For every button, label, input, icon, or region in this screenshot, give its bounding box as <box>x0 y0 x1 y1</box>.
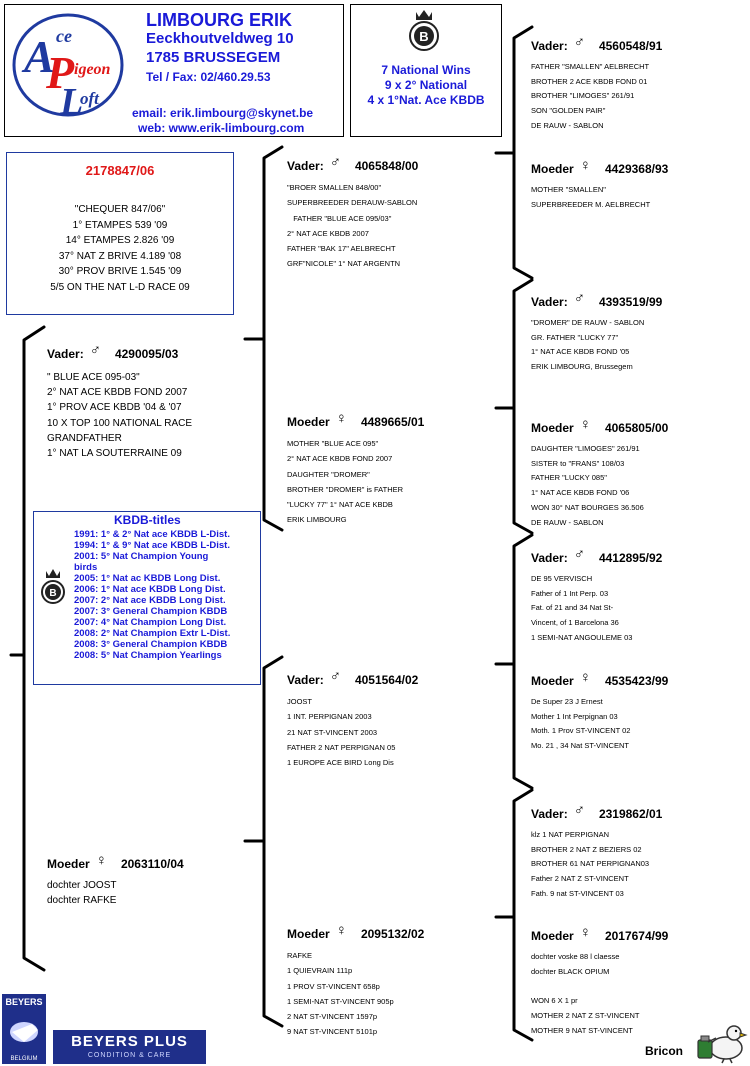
g3-line: Mother 1 Int Perpignan 03 <box>531 711 618 721</box>
g2-ring: 4051564/02 <box>354 673 419 687</box>
breeder-website-link[interactable]: web: www.erik-limbourg.com <box>138 121 305 135</box>
breeder-street: Eeckhoutveldweg 10 <box>146 30 294 47</box>
sire-label: Vader: <box>531 807 568 821</box>
dam-label: Moeder <box>287 927 330 941</box>
g1-sire-line: 2° NAT ACE KBDB FOND 2007 <box>47 387 188 399</box>
female-symbol-icon: ♀ <box>335 922 347 939</box>
g3-header <box>531 34 663 54</box>
title-item: 2007: 3° General Champion KBDB <box>74 606 228 617</box>
g3-ring: 4560548/91 <box>598 39 663 53</box>
g1-dam-entry <box>47 852 184 908</box>
g3-line: WON 6 X 1 pr <box>531 996 578 1006</box>
sire-label: Vader: <box>287 159 324 173</box>
g3-header <box>531 669 669 689</box>
g3-line: DAUGHTER "LIMOGES" 261/91 <box>531 444 640 453</box>
g3-entry-7 <box>531 802 663 902</box>
g3-entry-2 <box>531 157 669 212</box>
title-item: 2008: 5° Nat Champion Yearlings <box>74 650 222 661</box>
title-item: 2008: 2° Nat Champion Extr L-Dist. <box>74 628 231 639</box>
bricon-label: Bricon <box>645 1044 684 1058</box>
g3-line: klz 1 NAT PERPIGNAN <box>531 830 610 839</box>
pigeon-ring-number: 2178847/06 <box>85 163 155 178</box>
sire-label: Vader: <box>531 551 568 565</box>
svg-text:oft: oft <box>80 89 99 108</box>
g3-line: Fat. of 21 and 34 Nat St- <box>531 603 614 613</box>
svg-text:BELGIUM: BELGIUM <box>10 1056 38 1062</box>
male-symbol-icon: ♂ <box>573 546 585 563</box>
wins-line-second: 9 x 2° National <box>384 78 468 92</box>
beyers-plus-banner <box>53 1030 206 1064</box>
g2-line: 1 QUIEVRAIN 111p <box>287 966 353 976</box>
g3-entry-6 <box>531 669 669 754</box>
g2-ring: 2095132/02 <box>360 927 425 941</box>
female-symbol-icon: ♀ <box>95 852 107 869</box>
g3-header <box>531 416 669 436</box>
female-symbol-icon: ♀ <box>579 669 591 686</box>
title-item: 1991: 1° & 2° Nat ace KBDB L-Dist. <box>74 529 230 540</box>
g2-line: GRF"NICOLE" 1° NAT ARGENTN <box>287 259 401 269</box>
breeder-name: LIMBOURG ERIK <box>146 10 292 30</box>
svg-text:igeon: igeon <box>74 61 111 78</box>
female-symbol-icon: ♀ <box>335 410 347 427</box>
g2-header <box>287 154 419 174</box>
title-item: 2006: 1° Nat ace KBDB Long Dist. <box>74 584 226 595</box>
wins-line-ace: 4 x 1°Nat. Ace KBDB <box>367 93 485 107</box>
male-symbol-icon: ♂ <box>89 342 101 359</box>
title-item: birds <box>74 562 98 573</box>
kbdb-titles-box <box>33 511 261 685</box>
g3-entry-5 <box>531 546 663 646</box>
dam-label: Moeder <box>287 415 330 429</box>
g3-line: SUPERBREEDER M. AELBRECHT <box>531 199 651 209</box>
female-symbol-icon: ♀ <box>579 157 591 174</box>
g3-header <box>531 802 663 822</box>
g1-sire-line: 1° PROV ACE KBDB '04 & '07 <box>47 402 182 414</box>
g3-line: GR. FATHER "LUCKY 77" <box>531 332 619 342</box>
g3-entry-8 <box>531 924 669 1038</box>
g2-line: FATHER "BLUE ACE 095/03" <box>287 213 392 223</box>
svg-text:BEYERS: BEYERS <box>5 997 43 1007</box>
title-item: 2008: 3° General Champion KBDB <box>74 639 228 650</box>
dam-label: Moeder <box>531 421 574 435</box>
g3-ring: 4412895/92 <box>598 551 663 565</box>
sire-label: Vader: <box>287 673 324 687</box>
g1-sire-ring: 4290095/03 <box>114 347 179 361</box>
g2-line: FATHER "BAK 17" AELBRECHT <box>287 244 396 254</box>
svg-text:ce: ce <box>56 26 72 46</box>
g2-line: "BROER SMALLEN 848/00" <box>287 183 382 192</box>
g3-line: "DROMER" DE RAUW - SABLON <box>531 318 645 327</box>
pigeon-line: "CHEQUER 847/06" <box>74 204 166 215</box>
dam-label: Moeder <box>531 162 574 176</box>
g2-line: 9 NAT ST-VINCENT 5101p <box>287 1027 378 1037</box>
g3-header <box>531 157 669 177</box>
g3-line: 1 SEMI-NAT ANGOULEME 03 <box>531 632 633 642</box>
g2-line: 21 NAT ST-VINCENT 2003 <box>287 727 378 737</box>
g3-line: SON "GOLDEN PAIR" <box>531 106 606 116</box>
g3-entry-1 <box>531 34 663 134</box>
g1-dam-ring: 2063110/04 <box>120 857 184 871</box>
g1-sire-line: " BLUE ACE 095-03" <box>47 372 140 383</box>
g3-header <box>531 924 669 944</box>
g1-sire-line: GRANDFATHER <box>47 432 122 444</box>
male-symbol-icon: ♂ <box>329 668 341 685</box>
beyers-logo <box>2 994 46 1064</box>
g2-header <box>287 922 425 942</box>
g3-line: SISTER to "FRANS" 108/03 <box>531 458 625 468</box>
male-symbol-icon: ♂ <box>573 290 585 307</box>
svg-text:P: P <box>46 47 75 98</box>
g2-line: MOTHER "BLUE ACE 095" <box>287 439 379 448</box>
male-symbol-icon: ♂ <box>329 154 341 171</box>
pigeon-line: 1° ETAMPES 539 '09 <box>72 219 168 231</box>
svg-text:B: B <box>419 29 429 44</box>
g3-ring: 4393519/99 <box>598 295 663 309</box>
g2-line: "LUCKY 77" 1° NAT ACE KBDB <box>287 500 393 510</box>
g3-ring: 4535423/99 <box>604 674 669 688</box>
g2-sire-dam-entry <box>287 410 425 528</box>
bricon-pigeon-mascot-icon <box>694 1016 748 1064</box>
g3-line: MOTHER 9 NAT ST-VINCENT <box>531 1025 633 1035</box>
g3-line: BROTHER "LIMOGES" 261/91 <box>531 91 635 101</box>
beyers-plus-subtitle: CONDITION & CARE <box>87 1052 172 1059</box>
g2-line: JOOST <box>287 697 313 706</box>
g1-dam-line: dochter RAFKE <box>47 895 117 907</box>
wins-line-national: 7 National Wins <box>381 63 471 77</box>
title-item: 2005: 1° Nat ac KBDB Long Dist. <box>74 573 221 584</box>
g3-line: MOTHER 2 NAT Z ST-VINCENT <box>531 1010 640 1020</box>
g3-line: Vincent, of 1 Barcelona 36 <box>531 618 619 628</box>
g2-line: FATHER 2 NAT PERPIGNAN 05 <box>287 742 396 752</box>
g2-header <box>287 410 425 430</box>
g2-line: 2° NAT ACE KBDB FOND 2007 <box>287 454 393 464</box>
g2-line: SUPERBREEDER DERAUW-SABLON <box>287 198 418 208</box>
g2-line: 2° NAT ACE KBDB 2007 <box>287 228 369 238</box>
g3-line <box>531 979 668 994</box>
sire-label: Vader: <box>531 295 568 309</box>
g2-header <box>287 668 419 688</box>
g3-line: De Super 23 J Ernest <box>531 697 603 706</box>
g3-line: Mo. 21 , 34 Nat ST-VINCENT <box>531 741 629 751</box>
g3-line: DE RAUW - SABLON <box>531 120 604 130</box>
svg-text:A: A <box>24 31 55 82</box>
g3-entry-3 <box>531 290 663 375</box>
g3-entry-4 <box>531 416 669 530</box>
title-item: 2007: 4° Nat Champion Long Dist. <box>74 617 227 628</box>
male-symbol-icon: ♂ <box>573 34 585 51</box>
g2-line: RAFKE <box>287 951 313 960</box>
breeder-email-link[interactable]: email: erik.limbourg@skynet.be <box>132 106 314 120</box>
title-item: 2007: 2° Nat ace KBDB Long Dist. <box>74 595 226 606</box>
g1-sire-line: 10 X TOP 100 NATIONAL RACE <box>47 417 193 429</box>
g3-line: BROTHER 2 NAT Z BEZIERS 02 <box>531 844 642 854</box>
g2-line: 2 NAT ST-VINCENT 1597p <box>287 1012 378 1022</box>
g3-line: BROTHER 61 NAT PERPIGNAN03 <box>531 859 650 869</box>
g3-header <box>531 546 663 566</box>
g1-sire-line: 1° NAT LA SOUTERRAINE 09 <box>47 448 182 460</box>
dam-label: Moeder <box>531 929 574 943</box>
g2-dam-sire-entry <box>287 668 419 770</box>
g2-dam-dam-entry <box>287 922 425 1040</box>
g2-ring: 4489665/01 <box>360 415 425 429</box>
dam-label: Moeder <box>47 857 90 871</box>
pigeon-line: 30° PROV BRIVE 1.545 '09 <box>58 266 182 277</box>
g1-sire-header <box>47 342 192 362</box>
g3-ring: 4429368/93 <box>604 162 669 176</box>
g2-line: 1 EUROPE ACE BIRD Long Dis <box>287 758 394 768</box>
g3-line: 1° NAT ACE KBDB FOND '06 <box>531 488 630 498</box>
pigeon-line: 14° ETAMPES 2.826 '09 <box>65 235 175 246</box>
pigeon-line: 5/5 ON THE NAT L-D RACE 09 <box>50 281 190 293</box>
titles-heading: KBDB-titles <box>114 513 181 527</box>
dam-label: Moeder <box>531 674 574 688</box>
g3-line: FATHER "LUCKY 085" <box>531 473 607 483</box>
male-symbol-icon: ♂ <box>573 802 585 819</box>
female-symbol-icon: ♀ <box>579 416 591 433</box>
g1-sire-entry <box>47 342 193 461</box>
sire-label: Vader: <box>531 39 568 53</box>
svg-text:B: B <box>49 588 57 599</box>
g3-line: 1° NAT ACE KBDB FOND '05 <box>531 347 630 357</box>
title-item: 2001: 5° Nat Champion Young <box>74 551 209 562</box>
breeder-phone: Tel / Fax: 02/460.29.53 <box>146 70 271 84</box>
g3-ring: 2017674/99 <box>604 929 669 943</box>
g2-line: 1 INT. PERPIGNAN 2003 <box>287 712 372 722</box>
g3-line: Moth. 1 Prov ST-VINCENT 02 <box>531 726 631 736</box>
g1-dam-line: dochter JOOST <box>47 880 117 891</box>
g3-line: WON 30° NAT BOURGES 36.506 <box>531 502 644 512</box>
kbdb-crown-small-icon <box>40 568 66 606</box>
sire-label: Vader: <box>47 347 84 361</box>
g3-line: dochter BLACK OPIUM <box>531 966 610 976</box>
g3-header <box>531 290 663 310</box>
beyers-plus-label: BEYERS PLUS <box>71 1033 188 1050</box>
pigeon-line: 37° NAT Z BRIVE 4.189 '08 <box>58 250 182 262</box>
g1-dam-header <box>47 852 184 872</box>
g2-sire-sire-entry <box>287 154 419 272</box>
g3-line: DE RAUW - SABLON <box>531 517 604 527</box>
g3-line: DE 95 VERVISCH <box>531 574 593 583</box>
g3-line: Father of 1 Int Perp. 03 <box>531 588 609 598</box>
g3-ring: 2319862/01 <box>598 807 663 821</box>
svg-text:L: L <box>60 81 84 120</box>
g2-line: 1 SEMI-NAT ST-VINCENT 905p <box>287 996 394 1006</box>
g3-line: ERIK LIMBOURG, Brussegem <box>531 362 633 372</box>
g2-line: DAUGHTER "DROMER" <box>287 469 370 479</box>
g3-line: BROTHER 2 ACE KBDB FOND 01 <box>531 76 648 86</box>
g3-line: MOTHER "SMALLEN" <box>531 185 606 194</box>
g3-line: FATHER "SMALLEN" AELBRECHT <box>531 62 650 71</box>
female-symbol-icon: ♀ <box>579 924 591 941</box>
g2-line: ERIK LIMBOURG <box>287 515 347 525</box>
g3-line: Fath. 9 nat ST-VINCENT 03 <box>531 888 624 898</box>
g3-line: dochter voske 88 l claesse <box>531 952 620 961</box>
g2-ring: 4065848/00 <box>354 159 419 173</box>
g2-line: BROTHER "DROMER" is FATHER <box>287 484 404 494</box>
g2-line: 1 PROV ST-VINCENT 658p <box>287 981 380 991</box>
g3-ring: 4065805/00 <box>604 421 669 435</box>
g3-line: Father 2 NAT Z ST-VINCENT <box>531 874 629 884</box>
breeder-city: 1785 BRUSSEGEM <box>146 49 281 66</box>
title-item: 1994: 1° & 9° Nat ace KBDB L-Dist. <box>74 540 230 551</box>
